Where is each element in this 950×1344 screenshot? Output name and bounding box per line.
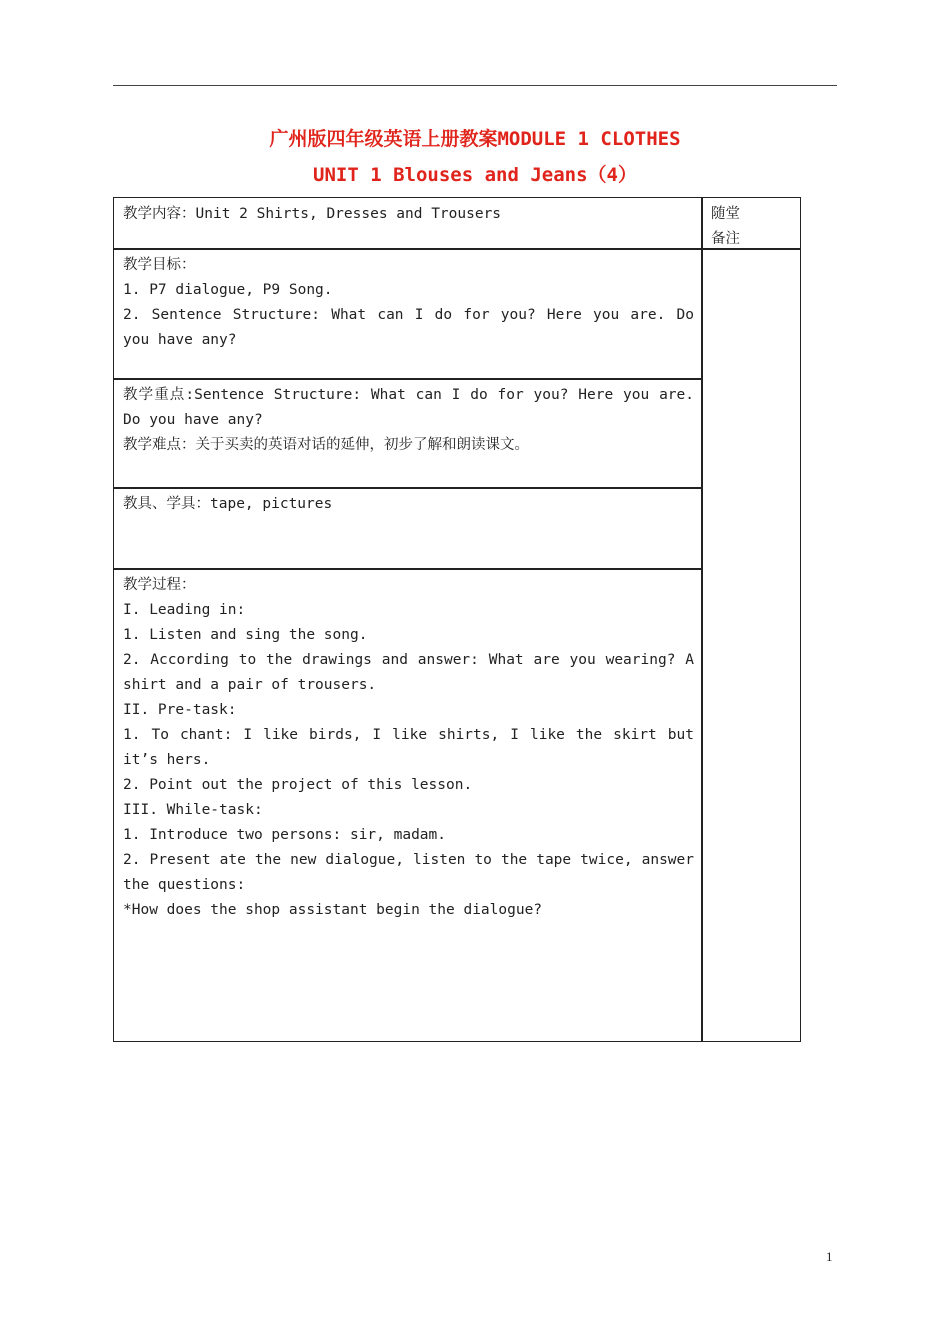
process-line: 2. According to the drawings and answer: What are you wearing? A shirt and a pair of trousers. [123,652,694,693]
key-points-cell [113,378,703,489]
notes-header-line1: 随堂 [711,206,740,222]
process-line: 2. Point out the project of this lesson. [123,777,473,793]
process-line: 1. To chant: I like birds, I like shirts, I like the skirt but it’s hers. [123,727,694,768]
process-line: II. Pre-task: [123,702,237,718]
process-line: 1. Listen and sing the song. [123,627,368,643]
document-subtitle: UNIT 1 Blouses and Jeans（4） [313,164,637,186]
notes-header-line2: 备注 [711,231,740,247]
header-rule [113,85,837,86]
content-cell [113,197,703,250]
objective-item: 2. Sentence Structure: What can I do for you? Here you are. Do you have any? [123,307,694,348]
process-cell [113,568,703,1042]
document-title: 广州版四年级英语上册教案MODULE 1 CLOTHES [269,128,681,150]
aids-cell [113,487,703,570]
objectives-cell [113,248,703,380]
process-label: 教学过程： [123,577,196,593]
aids-text: 教具、学具：tape, pictures [123,496,333,512]
process-line: III. While-task: [123,802,263,818]
difficulties-text: 教学难点：关于买卖的英语对话的延伸，初步了解和朗读课文。 [123,437,529,453]
notes-header-cell [701,197,801,250]
process-line: *How does the shop assistant begin the dialogue? [123,902,543,918]
process-line: I. Leading in: [123,602,246,618]
key-points-text: 教学重点:Sentence Structure: What can I do for you? Here you are. Do you have any? [123,387,694,428]
page-number: 1 [826,1249,833,1264]
process-line: 2. Present ate the new dialogue, listen to the tape twice, answer the questions: [123,852,694,893]
content-text: 教学内容：Unit 2 Shirts, Dresses and Trousers [123,206,502,222]
objectives-label: 教学目标： [123,257,196,273]
notes-column-cell [701,248,801,1042]
process-line: 1. Introduce two persons: sir, madam. [123,827,447,843]
objective-item: 1. P7 dialogue, P9 Song. [123,282,333,298]
